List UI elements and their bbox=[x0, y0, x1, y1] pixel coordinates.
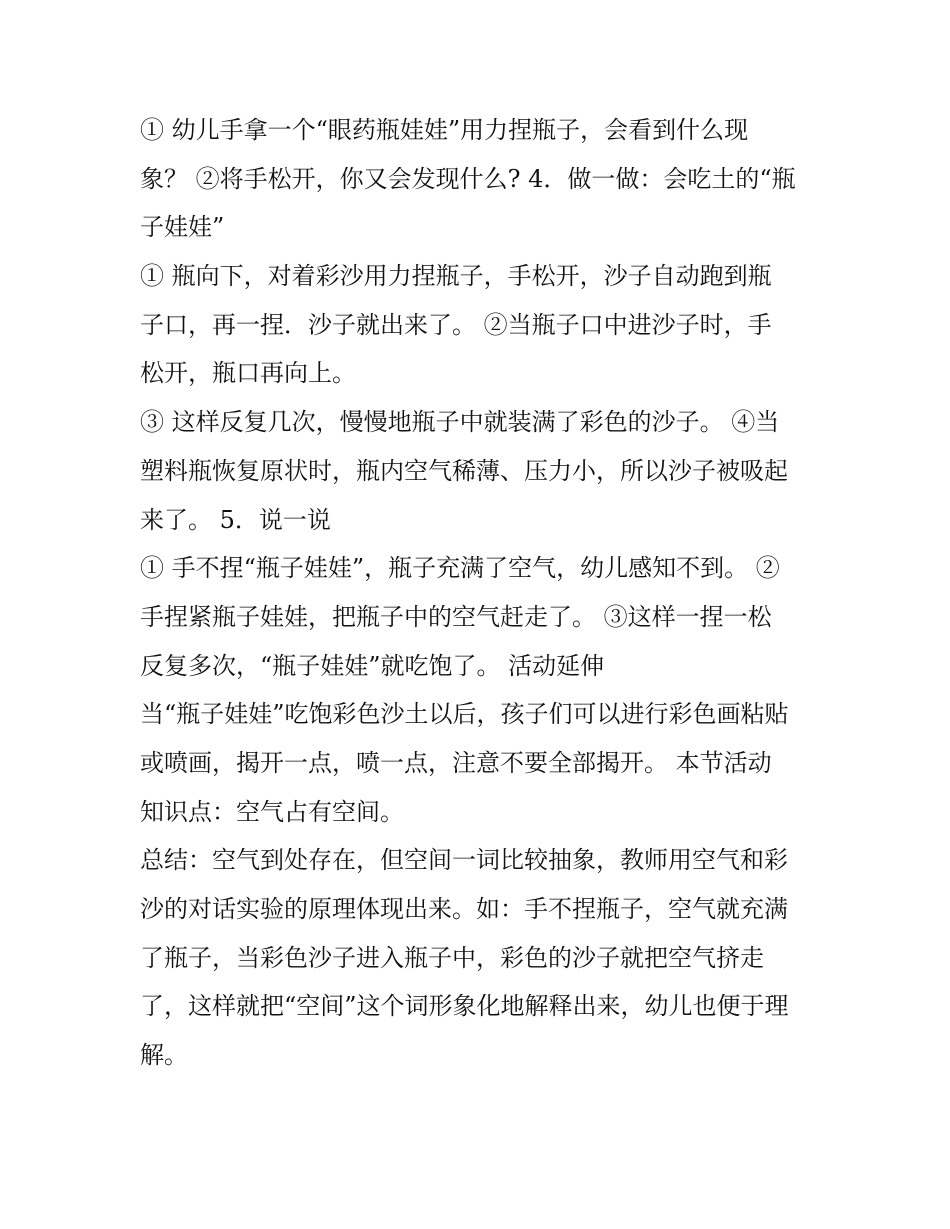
text-line: 塑料瓶恢复原状时，瓶内空气稀薄、压力小，所以沙子被吸起 bbox=[140, 456, 788, 485]
text-line: 当“瓶子娃娃”吃饱彩色沙土以后，孩子们可以进行彩色画粘贴 bbox=[140, 700, 789, 729]
text-line: ① 瓶向下，对着彩沙用力捏瓶子，手松开，沙子自动跑到瓶 bbox=[140, 262, 772, 291]
text-line: 松开，瓶口再向上。 bbox=[140, 359, 356, 388]
text-line: 象？ ②将手松开，你又会发现什么? 4．做一做：会吃土的“瓶 bbox=[140, 164, 796, 193]
text-line: 或喷画，揭开一点，喷一点，注意不要全部揭开。 本节活动 bbox=[140, 748, 772, 777]
text-line: 解。 bbox=[140, 1041, 188, 1070]
document-body bbox=[140, 106, 816, 1080]
text-line: 子娃娃” bbox=[140, 213, 225, 242]
text-line: 了瓶子，当彩色沙子进入瓶子中，彩色的沙子就把空气挤走 bbox=[140, 943, 764, 972]
text-line: 来了。 5．说一说 bbox=[140, 505, 331, 534]
text-line: ③ 这样反复几次，慢慢地瓶子中就装满了彩色的沙子。 ④当 bbox=[140, 408, 780, 437]
text-line: ① 手不捏“瓶子娃娃”，瓶子充满了空气，幼儿感知不到。 ② bbox=[140, 554, 780, 583]
text-line: 子口，再一捏．沙子就出来了。 ②当瓶子口中进沙子时，手 bbox=[140, 310, 772, 339]
text-line: 沙的对话实验的原理体现出来。如：手不捏瓶子，空气就充满 bbox=[140, 895, 788, 923]
text-line: 知识点：空气占有空间。 bbox=[140, 797, 404, 826]
text-line: 手捏紧瓶子娃娃，把瓶子中的空气赶走了。 ③这样一捏一松 bbox=[140, 602, 772, 631]
text-line: 总结：空气到处存在，但空间一词比较抽象，教师用空气和彩 bbox=[140, 846, 788, 875]
text-line: 反复多次，“瓶子娃娃”就吃饱了。 活动延伸 bbox=[140, 651, 605, 680]
text-line: ① 幼儿手拿一个“眼药瓶娃娃”用力捏瓶子，会看到什么现 bbox=[140, 116, 749, 144]
text-line: 了，这样就把“空间”这个词形象化地解释出来，幼儿也便于理 bbox=[140, 992, 789, 1021]
